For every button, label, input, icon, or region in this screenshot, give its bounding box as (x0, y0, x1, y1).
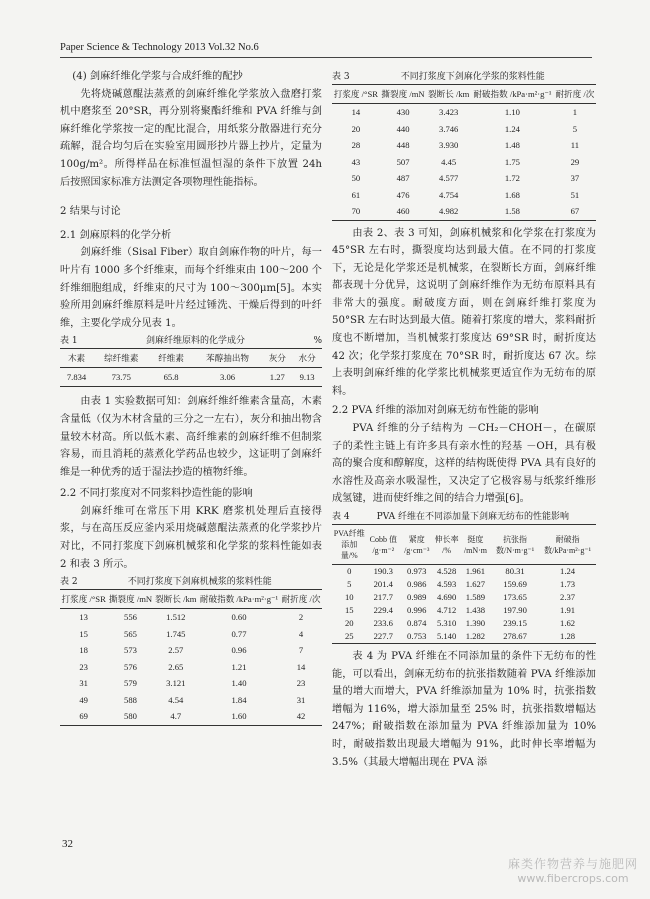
table-cell: 1.961 (465, 566, 486, 576)
table-row (332, 187, 596, 204)
table-cell: 15 (344, 605, 354, 615)
table-cell: 4.54 (168, 694, 184, 705)
table3-label: 表 3 (332, 72, 350, 82)
table-cell: 0.973 (407, 566, 427, 576)
table-cell: 0.989 (407, 592, 427, 602)
table4-label: 表 4 (332, 512, 350, 522)
table-header-cell: 打浆度 /°SR (61, 594, 106, 605)
table-header-cell: 纤维素 (158, 353, 184, 364)
table-header-cell: 裂断长 /km (428, 89, 470, 99)
table-cell: 588 (124, 694, 137, 705)
table-cell: 9.13 (299, 372, 315, 383)
table-cell: 49 (79, 694, 88, 705)
table-row (60, 609, 322, 626)
table-header-cell: 耐破指数 /kPa·m²·g⁻¹ (199, 594, 279, 605)
table-cell: 0.60 (231, 612, 247, 623)
table-cell: 2 (298, 612, 304, 623)
table-cell: 573 (124, 645, 137, 656)
table-cell: 2.57 (168, 645, 184, 656)
table-cell: 4.577 (439, 173, 459, 183)
table2-title: 不同打浆度下剑麻机械浆的浆料性能 (127, 577, 272, 588)
table-cell: 1.589 (465, 592, 486, 602)
table-cell: 1.62 (560, 618, 576, 628)
table-header-cell: PVA纤维添加量/% (333, 529, 365, 560)
table-cell: 4 (298, 628, 304, 639)
table-cell: 0.753 (407, 631, 427, 641)
paragraph-intro: 先将烧碱蒽醌法蒸煮的剑麻纤维化学浆放入盘磨打浆机中磨浆至 20°SR，再分别将聚酯纤维和 PVA 纤维与剑麻纤维化学浆按一定的配比混合，用纸浆分散器进行充分疏解，混合均匀后在实验室用圆形抄片器上抄片，定量为 100g/m²。所得样品在标准恒温恒湿的条件下放置 24h 后按照国家标准方法测定各项物理性能指标。 (60, 88, 322, 188)
table-header-cell: 耐破指数/kPa·m²·g⁻¹ (544, 534, 591, 555)
table-row (332, 154, 596, 171)
table-cell: 440 (396, 123, 410, 134)
table-row (60, 626, 322, 643)
table-cell: 4.754 (439, 189, 459, 200)
table3 (332, 84, 596, 221)
table-row (60, 368, 322, 387)
table-cell: 507 (396, 156, 410, 167)
table-cell: 227.7 (373, 631, 393, 641)
table-row (332, 137, 596, 154)
table-cell: 229.4 (373, 605, 393, 615)
table-cell: 579 (124, 678, 137, 689)
table-row (60, 692, 322, 709)
section-heading-pva: 2.2 PVA 纤维的添加对剑麻无纺布性能的影响 (332, 405, 539, 417)
section-heading-results: 2 结果与讨论 (60, 206, 121, 218)
table-cell: 5.310 (436, 618, 457, 628)
table-cell: 565 (124, 628, 137, 639)
paragraph-table4-discussion: 表 4 为 PVA 纤维在不同添加量的条件下无纺布的性能，可以看出，剑麻无纺布的抗张指数随着 PVA 纤维添加量的增大而增大，PVA 纤维添加量为 10% 时，抗张指数增幅为 116%，增大添加量至 25% 时，抗张指数增幅达 247%；耐破指数在添加量为 PVA 纤维添加量为 10% 时，耐破指数出现最大增幅为 91%，此时伸长率增幅为 3.5%（其最大增幅出现在 PVA 添 (332, 651, 596, 768)
table-cell: 1.40 (231, 678, 247, 689)
table-cell: 51 (570, 189, 580, 200)
table-row (332, 104, 596, 121)
table4-caption (332, 510, 596, 524)
table-cell: 0.96 (231, 645, 247, 656)
table-cell: 430 (396, 107, 410, 117)
table4 (332, 524, 596, 644)
table-header-cell: 抗张指数/N·m·g⁻¹ (495, 534, 535, 555)
table-cell: 0.77 (231, 628, 247, 639)
table-cell: 556 (124, 612, 137, 623)
table-cell: 73.75 (111, 372, 131, 383)
table-cell: 487 (396, 173, 410, 183)
table-cell: 1.72 (504, 173, 520, 183)
table1-label: 表 1 (60, 336, 78, 347)
table1-caption (60, 334, 322, 348)
table-cell: 173.65 (503, 592, 527, 602)
table-cell: 580 (124, 711, 137, 722)
table-header-cell: 综纤维素 (104, 353, 139, 364)
table-cell: 20 (344, 618, 354, 628)
table-cell: 13 (79, 612, 88, 623)
table-cell: 69 (79, 711, 88, 722)
table-cell: 61 (351, 189, 361, 200)
table-cell: 1.28 (560, 631, 576, 641)
table-cell: 0.986 (407, 579, 427, 589)
table-header-cell: 耐破指数 /kPa·m²·g⁻¹ (473, 89, 552, 99)
table-cell: 4.712 (436, 605, 457, 615)
table4-title: PVA 纤维在不同添加量下剑麻无纺布的性能影响 (376, 512, 569, 522)
table-cell: 5 (347, 579, 352, 589)
table-row (332, 617, 596, 630)
table-cell: 67 (570, 206, 580, 216)
table-cell: 4.982 (439, 206, 459, 216)
header-rule (60, 57, 592, 58)
table-cell: 3.423 (439, 107, 459, 117)
table-row (332, 591, 596, 604)
table-cell: 10 (344, 592, 354, 602)
table-cell: 201.4 (373, 579, 393, 589)
table-cell: 4.593 (436, 579, 457, 589)
table-header-cell: 伸长率 /% (434, 534, 459, 555)
table-cell: 5 (572, 123, 578, 134)
table-cell: 448 (396, 140, 410, 150)
paragraph-table23-discussion: 由表 2、表 3 可知，剑麻机械浆和化学浆在打浆度为 45°SR 左右时，撕裂度均达到最大值。在不同的打浆度下，无论是化学浆还是机械浆，在裂断长方面，剑麻纤维都表现十分优异，这说明了剑麻纤维作为无纺布原料具有非常大的强度。耐破度方面，则在剑麻纤维打浆度为 50°SR 左右时达到最大值。随着打浆度的增大，浆料耐折度也不断增加，当机械浆打浆度达 69°SR 时，耐折度达 42 次；化学浆打浆度在 70°SR 时，耐折度达 67 次。综上表明剑麻纤维的化学浆比机械浆更适宜作为无纺布的原料。 (332, 227, 596, 397)
table-header-cell: 打浆度 /°SR (333, 89, 378, 99)
table-cell: 15 (79, 628, 88, 639)
site-watermark (508, 855, 638, 885)
table-cell: 217.7 (373, 592, 393, 602)
table3-caption (332, 70, 596, 84)
table-cell: 3.06 (220, 372, 236, 383)
table-cell: 0 (347, 566, 352, 576)
table-cell: 1.24 (560, 566, 576, 576)
table-cell: 80.31 (505, 566, 525, 576)
paragraph-table1-discussion: 由表 1 实验数据可知：剑麻纤维纤维素含量高，木素含量低（仅为木材含量的三分之一左右），灰分和抽出物含量较木材高。所以低木素、高纤维素的剑麻纤维不但制浆容易，而且消耗的蒸煮化学药品也较少，这证明了剑麻纤维是一种优秀的适于湿法抄造的植物纤维。 (60, 396, 322, 478)
table-cell: 0.874 (407, 618, 427, 628)
table-cell: 1.73 (560, 579, 576, 589)
table-cell: 190.3 (373, 566, 393, 576)
table-cell: 1.10 (504, 107, 520, 117)
table-cell: 1.627 (465, 579, 486, 589)
table-cell: 1.512 (166, 612, 186, 623)
table-cell: 43 (351, 156, 361, 167)
watermark-url: www.fibercrops.com (517, 872, 629, 885)
table2-label: 表 2 (60, 577, 78, 588)
table-cell: 460 (396, 206, 410, 216)
watermark-site-name: 麻类作物营养与施肥网 (507, 857, 638, 871)
table-cell: 1.27 (269, 372, 285, 383)
table-cell: 3.121 (166, 678, 186, 689)
journal-header: Paper Science & Technology 2013 Vol.32 No.6 (60, 42, 259, 53)
table-header-cell: 裂断长 /km (155, 594, 197, 605)
table-cell: 3.930 (439, 140, 459, 150)
right-column (332, 68, 596, 771)
table-row (332, 630, 596, 644)
table-cell: 1.58 (504, 206, 520, 216)
table-cell: 2.37 (560, 592, 576, 602)
table-cell: 20 (351, 123, 361, 134)
table-header-cell: 耐折度 /次 (555, 89, 595, 99)
table-cell: 29 (570, 156, 580, 167)
paragraph-2-2: 剑麻纤维可在常压下用 KRK 磨浆机处理后直接得浆，与在高压反应釜内采用烧碱蒽醌法蒸煮的化学浆抄片对比，不同打浆度下剑麻机械浆和化学浆的浆料性能如表 2 和表 3 所示。 (60, 505, 322, 570)
table-cell: 1.84 (231, 694, 247, 705)
table-cell: 1.390 (465, 618, 486, 628)
table-header-cell: 苯醇抽出物 (206, 353, 250, 364)
table-cell: 4.528 (436, 566, 457, 576)
table-cell: 14 (296, 661, 306, 672)
table-row (60, 675, 322, 692)
table-cell: 1.91 (560, 605, 576, 615)
table-row (332, 565, 596, 579)
table-cell: 70 (351, 206, 361, 216)
table-cell: 5.140 (436, 631, 457, 641)
section-heading-2-2: 2.2 不同打浆度对不同浆料抄造性能的影响 (60, 488, 253, 500)
table-cell: 1.60 (231, 711, 247, 722)
table-cell: 14 (351, 107, 361, 117)
table1-unit: % (313, 336, 322, 347)
table-cell: 37 (570, 173, 580, 183)
table-cell: 31 (296, 694, 306, 705)
section-heading-4: (4) 剑麻纤维化学浆与合成纤维的配抄 (72, 71, 243, 82)
table-cell: 1 (572, 107, 578, 117)
table-cell: 4.690 (436, 592, 457, 602)
left-column (60, 68, 322, 726)
table-cell: 31 (79, 678, 88, 689)
table-cell: 23 (296, 678, 306, 689)
table-row (332, 604, 596, 617)
table-cell: 239.15 (503, 618, 527, 628)
table-header-cell: 紧度 /g·cm⁻³ (404, 534, 430, 555)
table-cell: 1.745 (166, 628, 186, 639)
table-header-cell: 撕裂度 /mN (108, 594, 153, 605)
table-cell: 7 (298, 645, 304, 656)
table-row (60, 642, 322, 659)
table-row (60, 659, 322, 676)
table-cell: 28 (351, 140, 361, 150)
table-cell: 0.996 (407, 605, 427, 615)
table-cell: 1.21 (231, 661, 247, 672)
table-header-cell: 水分 (298, 353, 316, 364)
table-cell: 11 (570, 140, 580, 150)
table-cell: 4.45 (441, 156, 457, 167)
table-cell: 576 (124, 661, 137, 672)
page-number: 32 (62, 838, 73, 850)
table-cell: 159.69 (503, 579, 527, 589)
table-cell: 7.834 (66, 372, 87, 383)
table-cell: 233.6 (373, 618, 393, 628)
table-row (332, 170, 596, 187)
table-cell: 18 (79, 645, 88, 656)
table-cell: 1.48 (504, 140, 520, 150)
table2-caption (60, 575, 322, 589)
table-row (332, 578, 596, 591)
table-cell: 1.282 (465, 631, 486, 641)
table-cell: 25 (344, 631, 354, 641)
table-cell: 2.65 (168, 661, 184, 672)
table-header-cell: 撕裂度 /mN (381, 89, 425, 99)
table-cell: 476 (396, 189, 410, 200)
table-cell: 1.438 (465, 605, 486, 615)
table-cell: 197.90 (503, 605, 527, 615)
table2 (60, 589, 322, 726)
table-header-cell: Cobb 值 /g·m⁻² (369, 534, 397, 555)
table-cell: 3.746 (439, 123, 459, 134)
table-row (332, 203, 596, 220)
table-header-cell: 挺度 /mN·m (463, 534, 487, 555)
table-cell: 4.7 (170, 711, 182, 722)
paragraph-pva: PVA 纤维的分子结构为 －CH₂－CHOH－，在碳原子的柔性主链上有许多具有亲水性的羟基 －OH，具有极高的聚合度和醇解度，这样的结构既使得 PVA 具有良好的水溶性及高亲水吸湿性，又决定了它极容易与纸浆纤维形成氢键，进而使纤维之间的结合力增强[6]。 (332, 423, 596, 505)
table1-title: 剑麻纤维原料的化学成分 (146, 336, 246, 347)
section-heading-2-1: 2.1 剑麻原料的化学分析 (60, 229, 172, 241)
table-cell: 50 (351, 173, 361, 183)
table-cell: 278.67 (503, 631, 527, 641)
table-cell: 65.8 (163, 372, 179, 383)
table-header-cell: 木素 (67, 353, 86, 364)
paragraph-2-1: 剑麻纤维（Sisal Fiber）取自剑麻作物的叶片，每一叶片有 1000 多个纤维束，而每个纤维束由 100～200 个纤维细胞组成，纤维束的尺寸为 100～300μm[5]。本实验所用剑麻纤维原料是叶片经过锤洗、干燥后得到的叶纤维，主要化学成分见表 1。 (60, 247, 322, 329)
table-cell: 42 (296, 711, 306, 722)
table-cell: 1.75 (504, 156, 520, 167)
table3-title: 不同打浆度下剑麻化学浆的浆料性能 (400, 72, 545, 82)
table-cell: 23 (79, 661, 88, 672)
table1 (60, 348, 322, 387)
table-cell: 1.24 (504, 123, 520, 134)
table-row (332, 121, 596, 138)
table-cell: 1.68 (504, 189, 520, 200)
table-row (60, 708, 322, 725)
table-header-cell: 耐折度 /次 (281, 594, 321, 605)
table-header-cell: 灰分 (268, 353, 286, 364)
